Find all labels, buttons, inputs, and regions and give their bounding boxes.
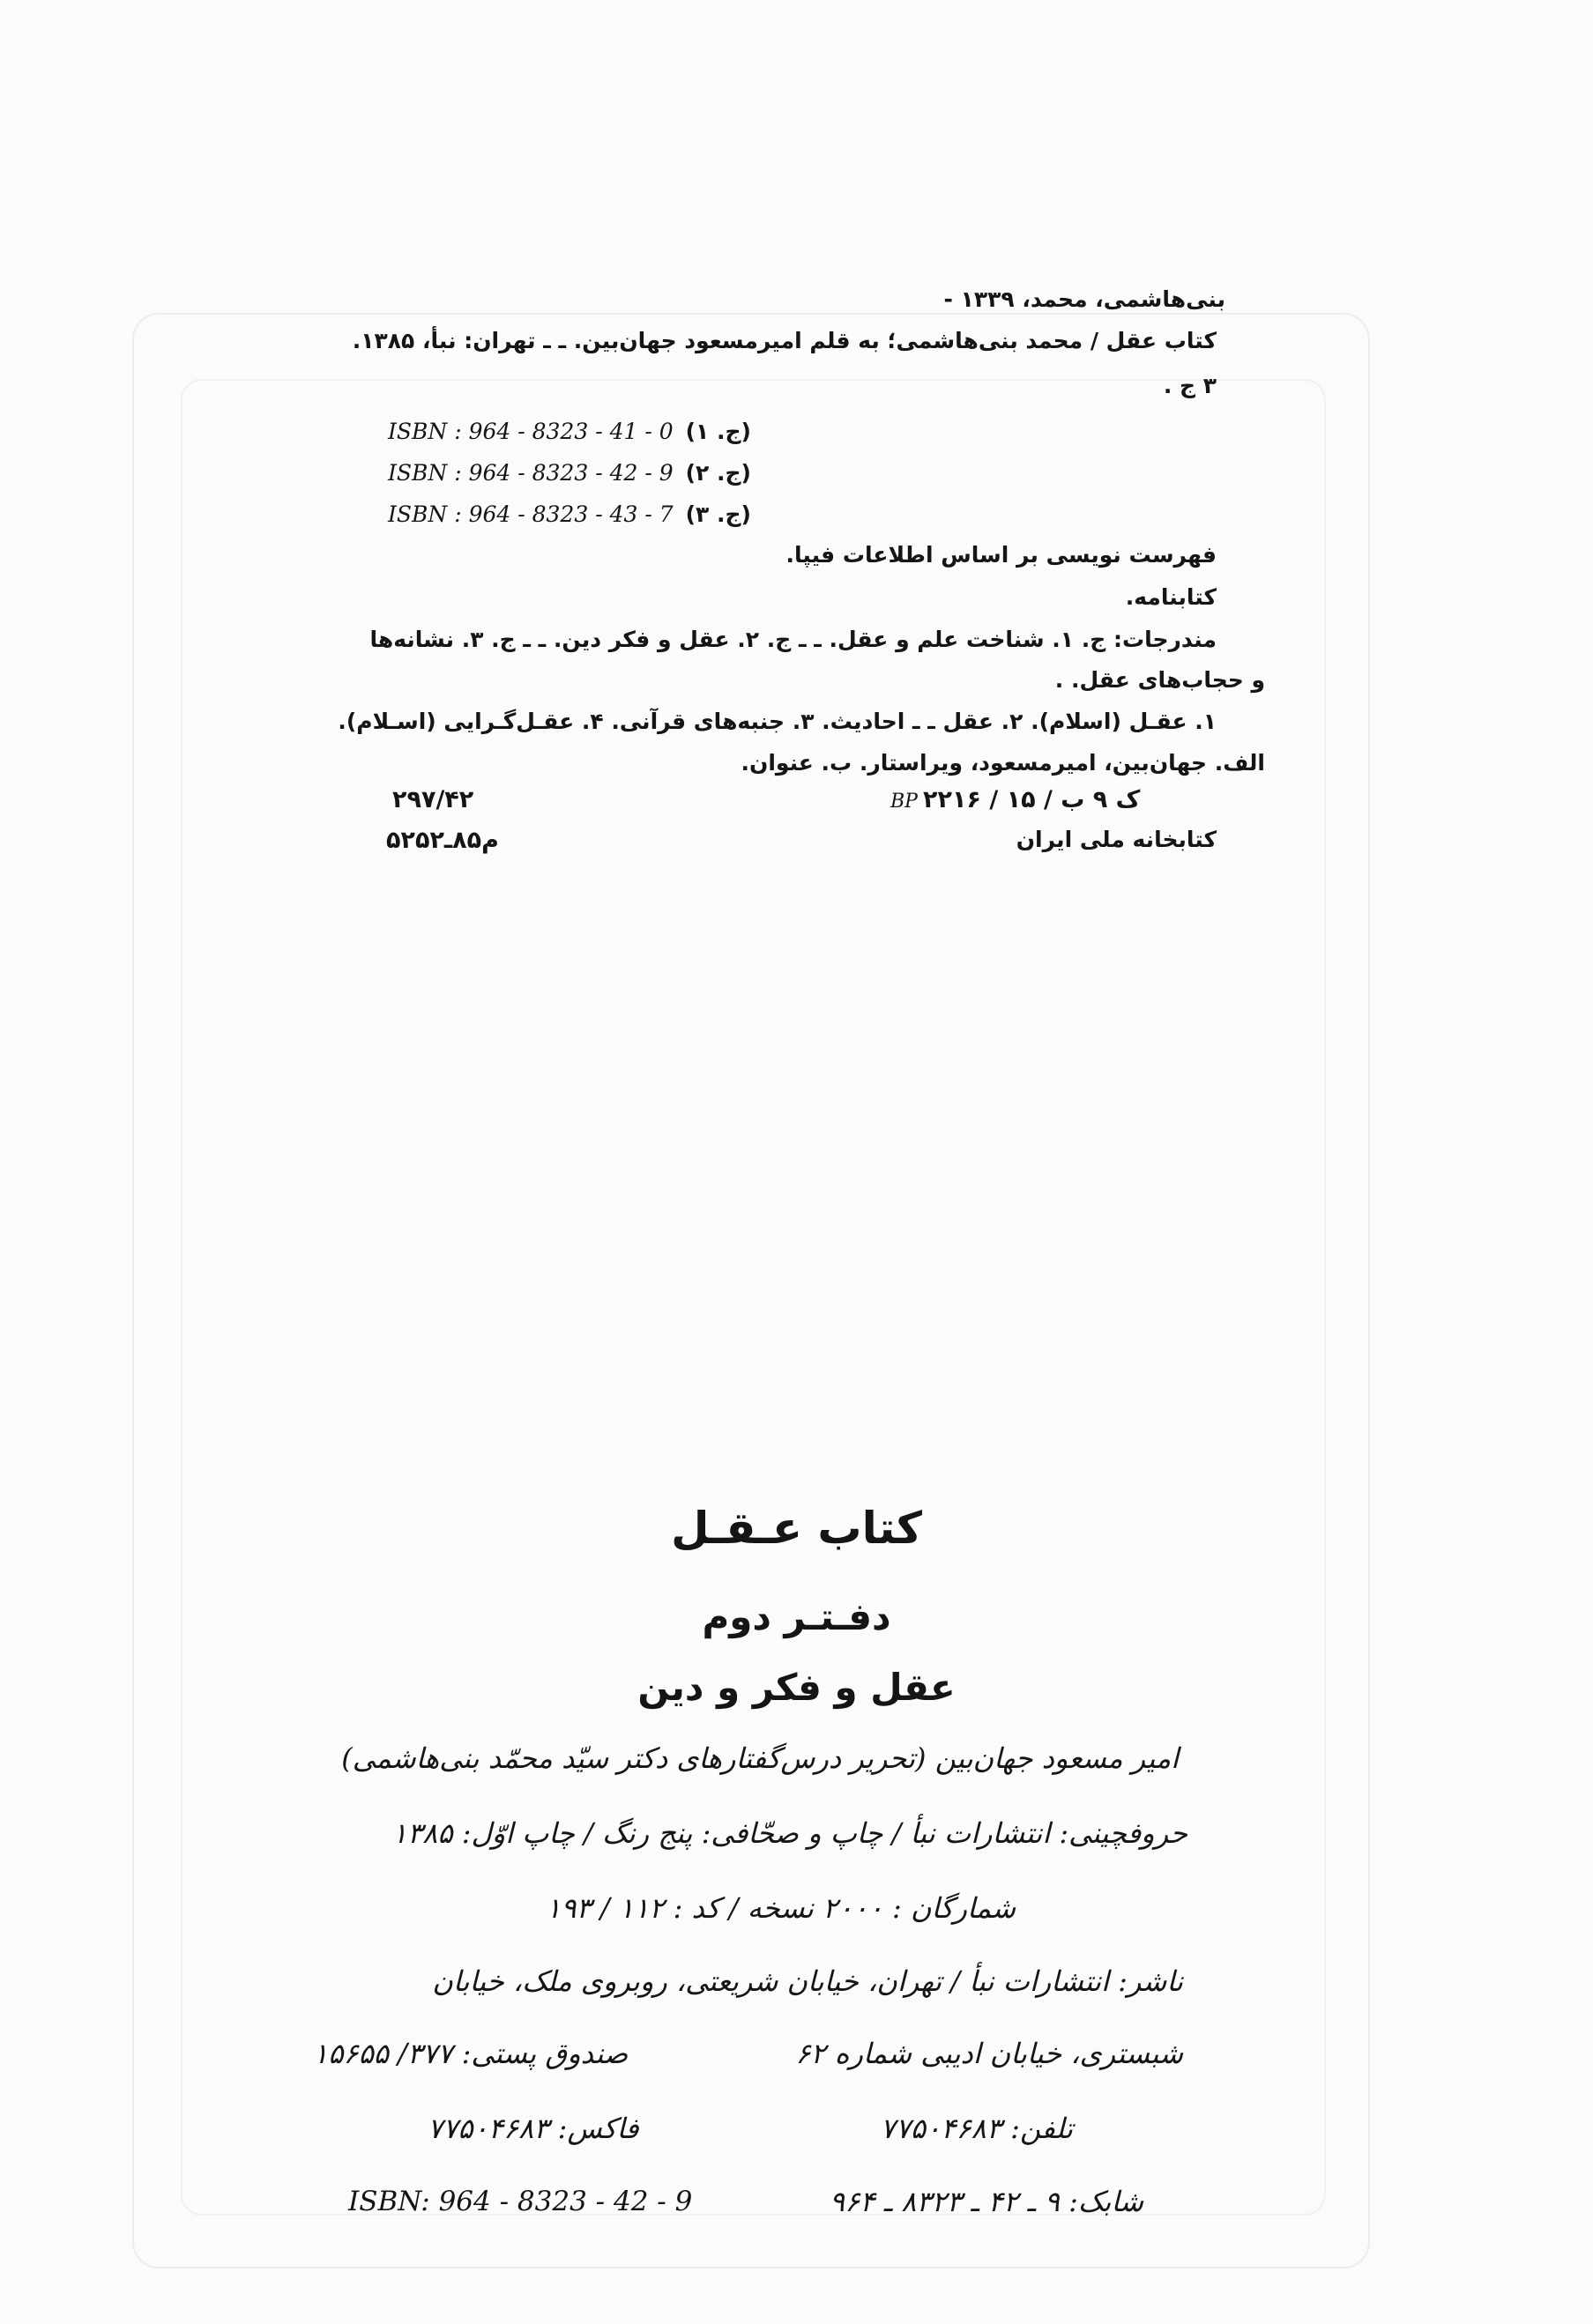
imprint-typesetting: حروفچینی: انتشارات نبأ / چاپ و صحّافی: پنج رنگ / چاپ اوّل: ۱۳۸۵: [391, 1816, 1187, 1850]
isbn-volume: (ج. ۱): [685, 419, 751, 444]
cip-isbn-vol3: [388, 501, 751, 528]
cip-subjects: ۱. عقـل (اسلام). ۲. عقل ـ ـ احادیث. ۳. جنبه‌های قرآنی. ۴. عقـل‌گـرایی (اسـلام).: [338, 709, 1217, 734]
imprint-circulation: شمارگان : ۲۰۰۰ نسخه / کد : ۱۱۲ / ۱۹۳: [546, 1891, 1016, 1925]
faint-inner-frame: [181, 379, 1326, 2216]
cip-dewey: ۲۹۷/۴۲: [392, 786, 474, 813]
cip-bibliography: کتابنامه.: [1125, 584, 1217, 610]
imprint-shabak: شابک: ۹ ـ ۴۲ ـ ۸۳۲۳ ـ ۹۶۴: [829, 2185, 1143, 2218]
lc-class-bp: BP: [890, 791, 918, 813]
cip-library: کتابخانه ملی ایران: [1016, 827, 1217, 852]
cip-isbn-vol2: [388, 460, 751, 486]
cip-lc-class: [890, 786, 1140, 816]
imprint-credit: امیر مسعود جهان‌بین (تحریر درس‌گفتارهای دکتر سیّد محمّد بنی‌هاشمی): [341, 1741, 1179, 1775]
cip-fipa-note: فهرست نویسی بر اساس اطلاعات فیپا.: [785, 542, 1217, 568]
imprint-publisher-line1: ناشر: انتشارات نبأ / تهران، خیابان شریعتی، روبروی ملک، خیابان: [432, 1964, 1183, 1998]
lc-class-number: ۲ک ۹ ب / ۱۵ / ۲۱۶: [922, 786, 1141, 813]
cip-volumes: ۳ ج .: [1163, 373, 1217, 398]
isbn-code: ISBN : 964 - 8323 - 42 - 9: [388, 460, 674, 486]
isbn-code: ISBN : 964 - 8323 - 43 - 7: [388, 501, 674, 527]
book-volume: دفـتـر دوم: [702, 1595, 891, 1638]
imprint-po-box: صندوق پستی: ۳۷۷/ ۱۵۶۵۵: [313, 2037, 629, 2070]
cip-contents-line1: مندرجات: ج. ۱. شناخت علم و عقل. ـ ـ ج. ۲. عقل و فکر دین. ـ ـ ج. ۳. نشانه‌ها: [369, 627, 1217, 652]
cip-contents-line2: و حجاب‌های عقل. .: [1054, 667, 1265, 693]
cip-title-line: کتاب عقل / محمد بنی‌هاشمی؛ به قلم امیرمسعود جهان‌بین. ـ ـ تهران: نبأ، ۱۳۸۵.: [352, 328, 1217, 353]
imprint-publisher-line2: شبستری، خیابان ادیبی شماره ۶۲: [795, 2037, 1183, 2070]
isbn-volume: (ج. ۳): [685, 501, 751, 527]
book-subtitle: عقل و فکر و دین: [637, 1666, 956, 1709]
cip-isbn-vol1: [388, 419, 751, 445]
isbn-volume: (ج. ۲): [685, 460, 751, 486]
cip-library-number: م۸۵ـ۵۲۵۲: [386, 827, 499, 854]
imprint-isbn: ISBN: 964 - 8323 - 42 - 9: [348, 2186, 693, 2217]
isbn-code: ISBN : 964 - 8323 - 41 - 0: [388, 419, 674, 444]
imprint-phone: تلفن: ۷۷۵۰۴۶۸۳: [880, 2112, 1073, 2145]
cip-author-line: بنی‌هاشمی، محمد، ۱۳۳۹ -: [943, 286, 1225, 312]
book-title: کتاب عـقـل: [671, 1503, 922, 1554]
imprint-fax: فاکس: ۷۷۵۰۴۶۸۳: [428, 2112, 639, 2145]
cip-added-entries: الف. جهان‌بین، امیرمسعود، ویراستار. ب. عنوان.: [741, 750, 1265, 776]
